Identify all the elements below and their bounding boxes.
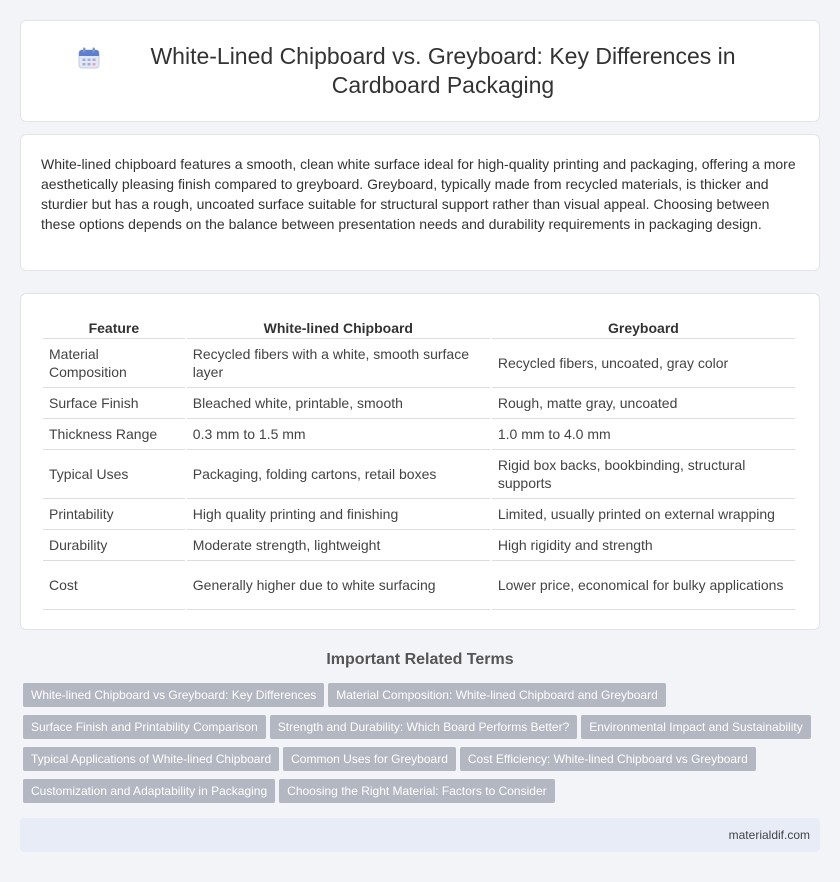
related-term-tag[interactable]: Customization and Adaptability in Packaging [23,779,275,803]
table-row [43,561,795,610]
column-header-feature: Feature [43,316,185,339]
table-row [43,419,795,450]
table-cell: Surface Finish [43,388,185,419]
comparison-table [41,316,797,610]
table-cell: Generally higher due to white surfacing [187,561,490,610]
related-terms-title: Important Related Terms [326,651,514,668]
related-term-tag[interactable]: Common Uses for Greyboard [283,747,456,771]
footer [20,818,820,852]
related-term-tag[interactable]: Environmental Impact and Sustainability [581,715,810,739]
table-row [43,450,795,499]
column-header-white-lined-chipboard: White-lined Chipboard [187,316,490,339]
related-term-tag[interactable]: Material Composition: White-lined Chipboard and Greyboard [328,683,666,707]
table-cell: 0.3 mm to 1.5 mm [187,419,490,450]
table-cell: High quality printing and finishing [187,499,490,530]
table-header-row [43,316,795,339]
table-cell: Rough, matte gray, uncoated [492,388,795,419]
table-cell: Cost [43,561,185,610]
table-row [43,339,795,388]
header-inner [77,42,763,100]
table-cell: Typical Uses [43,450,185,499]
table-cell: Thickness Range [43,419,185,450]
table-cell: Material Composition [43,339,185,388]
table-row [43,499,795,530]
table-row [43,388,795,419]
related-term-tag[interactable]: Strength and Durability: Which Board Performs Better? [270,715,577,739]
table-cell: Recycled fibers with a white, smooth surface layer [187,339,490,388]
related-term-tag[interactable]: Choosing the Right Material: Factors to Consider [279,779,554,803]
table-cell: Rigid box backs, bookbinding, structural supports [492,450,795,499]
calendar-icon [77,46,101,70]
related-term-tag[interactable]: Typical Applications of White-lined Chipboard [23,747,279,771]
page-title: White-Lined Chipboard vs. Greyboard: Key Differences in Cardboard Packaging [150,43,736,98]
related-term-tag[interactable]: Cost Efficiency: White-lined Chipboard vs Greyboard [460,747,756,771]
related-term-tag[interactable]: White-lined Chipboard vs Greyboard: Key Differences [23,683,324,707]
table-cell: Limited, usually printed on external wrapping [492,499,795,530]
table-cell: Printability [43,499,185,530]
comparison-table-card [20,293,820,630]
table-cell: Recycled fibers, uncoated, gray color [492,339,795,388]
table-cell: Moderate strength, lightweight [187,530,490,561]
header-card [20,20,820,122]
table-cell: Durability [43,530,185,561]
table-cell: Packaging, folding cartons, retail boxes [187,450,490,499]
table-cell: High rigidity and strength [492,530,795,561]
intro-text: White-lined chipboard features a smooth, clean white surface ideal for high-quality printing and packaging, offering a more aesthetically pleasing finish compared to greyboard. Greyboard, typically made from recycled materials, is thicker and sturdier but has a rough, uncoated surface suitable for structural support rather than visual appeal. Choosing between these options depends on the balance between presentation needs and durability requirements in packaging design. [41,156,796,232]
table-cell: 1.0 mm to 4.0 mm [492,419,795,450]
table-cell: Bleached white, printable, smooth [187,388,490,419]
table-row [43,530,795,561]
intro-card [20,134,820,271]
column-header-greyboard: Greyboard [492,316,795,339]
table-cell: Lower price, economical for bulky applications [492,561,795,610]
related-term-tag[interactable]: Surface Finish and Printability Comparison [23,715,266,739]
related-terms-tags [23,683,823,811]
footer-site-link[interactable]: materialdif.com [728,828,810,842]
